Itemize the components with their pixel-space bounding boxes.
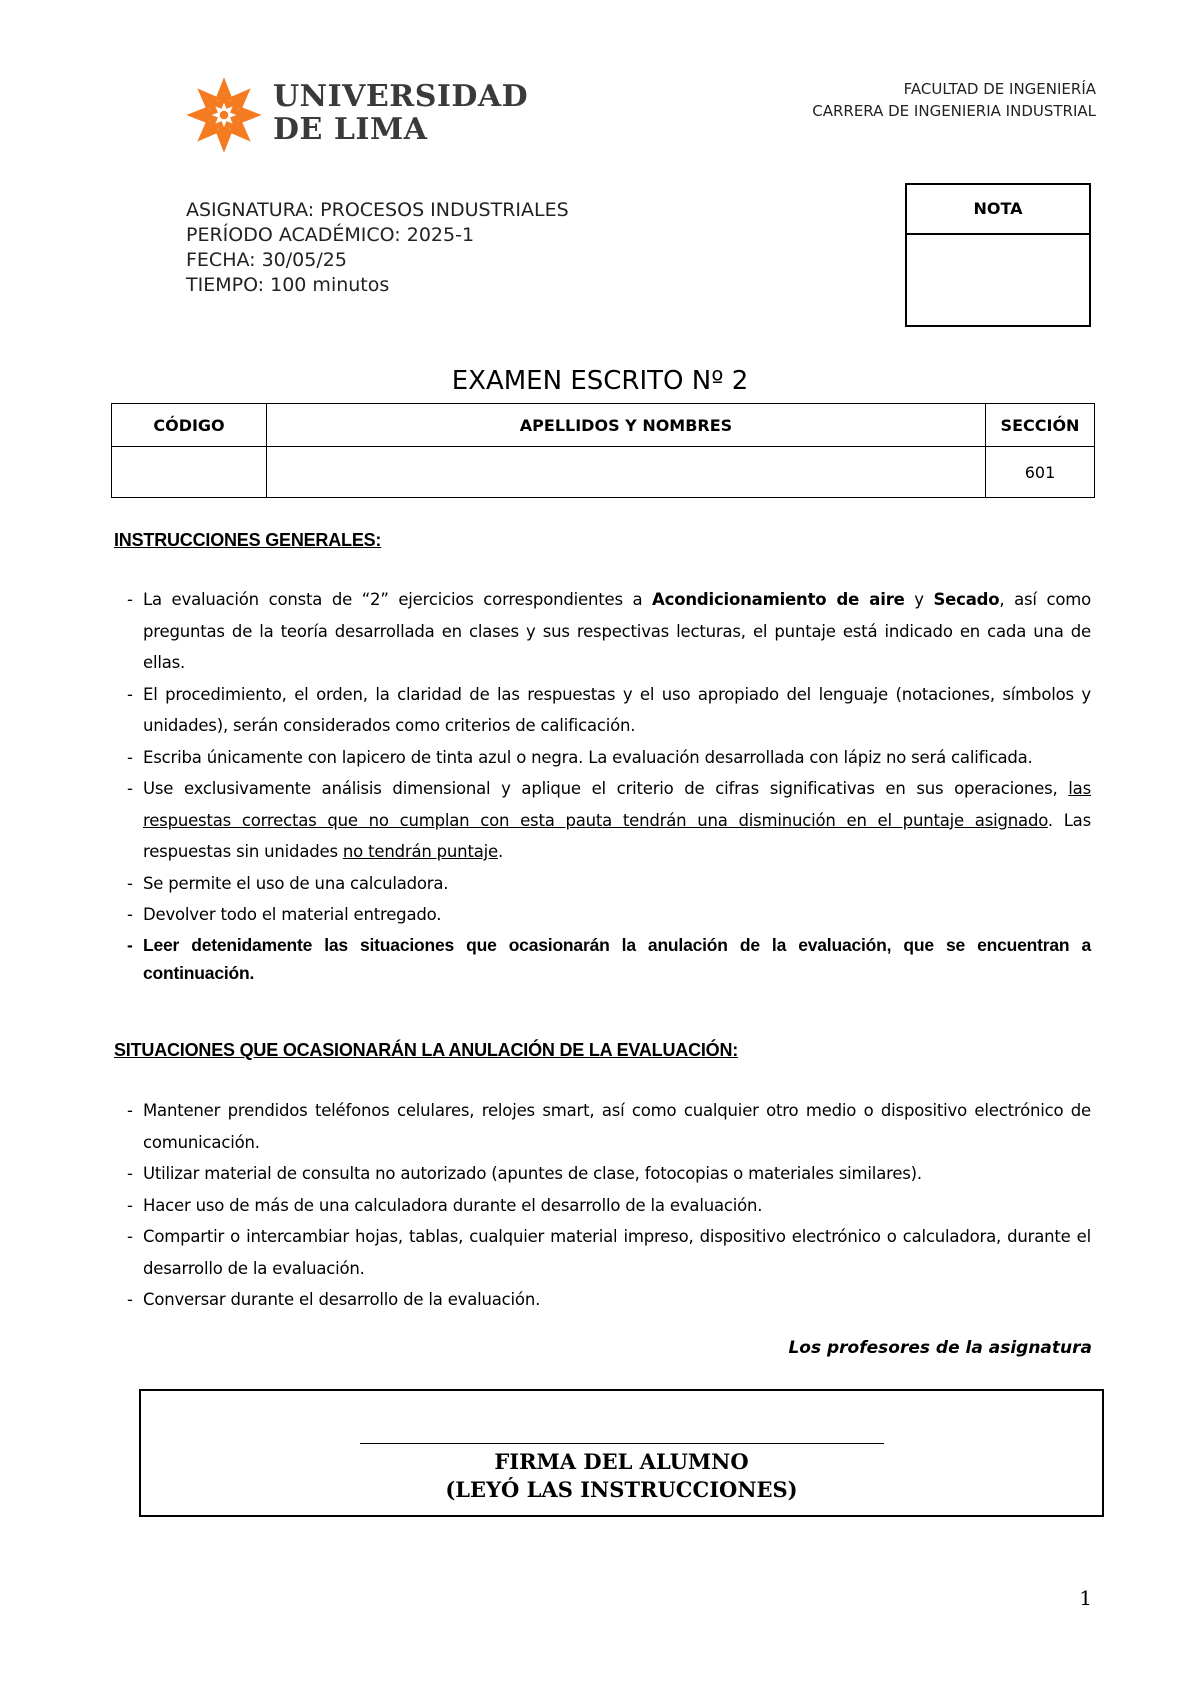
header-section: SECCIÓN: [986, 404, 1095, 447]
list-item: - El procedimiento, el orden, la claridad de las respuestas y el uso apropiado del lenguaje (notaciones, símbolos y unidades), serán considerados como criterios de calificación.: [127, 679, 1091, 742]
logo-line-1: UNIVERSIDAD: [273, 79, 529, 114]
item-text: La evaluación consta de “2” ejercicios correspondientes a: [143, 590, 653, 609]
item-text: Use exclusivamente análisis dimensional y aplique el criterio de cifras significativas en sus operaciones,: [143, 779, 1069, 798]
list-item: - Mantener prendidos teléfonos celulares, relojes smart, así como cualquier otro medio o dispositivo electrónico de comunicación.: [127, 1095, 1091, 1158]
signature-line-1: FIRMA DEL ALUMNO: [494, 1449, 749, 1474]
table-header-row: [112, 404, 1095, 447]
header-code: CÓDIGO: [112, 404, 267, 447]
signature-line-2: (LEYÓ LAS INSTRUCCIONES): [445, 1477, 798, 1502]
logo-wordmark: [273, 80, 528, 146]
date-line: FECHA: 30/05/25: [186, 249, 347, 271]
grade-label: NOTA: [907, 185, 1089, 235]
signature-line[interactable]: [360, 1443, 884, 1444]
code-field[interactable]: [112, 447, 267, 498]
list-item: - Se permite el uso de una calculadora.: [127, 868, 1091, 900]
list-item: - Compartir o intercambiar hojas, tablas, cualquier material impreso, dispositivo electrónico o calculadora, durante el desarrollo de la evaluación.: [127, 1221, 1091, 1284]
faculty-header: [812, 78, 1096, 122]
table-row: [112, 447, 1095, 498]
list-item: - Escriba únicamente con lapicero de tinta azul o negra. La evaluación desarrollada con lápiz no será calificada.: [127, 742, 1091, 774]
item-text: . Las respuestas sin unidades: [143, 810, 1091, 861]
annulment-title: SITUACIONES QUE OCASIONARÁN LA ANULACIÓN DE LA EVALUACIÓN:: [114, 1040, 739, 1060]
student-info-table: [111, 403, 1095, 498]
list-item: - Utilizar material de consulta no autorizado (apuntes de clase, fotocopias o materiales similares).: [127, 1158, 1091, 1190]
item-bold-text: Secado: [933, 590, 1000, 609]
item-text: y: [904, 590, 934, 609]
section-value: 601: [986, 447, 1095, 498]
list-item: [127, 773, 1091, 868]
name-field[interactable]: [267, 447, 986, 498]
list-item: - Hacer uso de más de una calculadora durante el desarrollo de la evaluación.: [127, 1190, 1091, 1222]
list-item: [127, 584, 1091, 679]
logo-line-2: DE LIMA: [273, 112, 428, 147]
annulment-list: [127, 1095, 1091, 1316]
star-flower-logo-icon: [183, 74, 265, 156]
signoff: Los profesores de la asignatura: [788, 1338, 1092, 1358]
period-line: PERÍODO ACADÉMICO: 2025-1: [186, 224, 475, 246]
career-name: CARRERA DE INGENIERIA INDUSTRIAL: [812, 102, 1096, 120]
general-instructions-list: [127, 584, 1091, 987]
subject-line: ASIGNATURA: PROCESOS INDUSTRIALES: [186, 199, 569, 221]
grade-box: [905, 183, 1091, 327]
header-name: APELLIDOS Y NOMBRES: [267, 404, 986, 447]
signature-box: [139, 1389, 1104, 1517]
signature-label: [141, 1448, 1102, 1504]
item-text: , así como preguntas de la teoría desarrollada en clases y sus respectivas lecturas, el puntaje está indicado en cada una de ellas.: [143, 590, 1091, 672]
grade-value-field[interactable]: [907, 235, 1089, 325]
list-item: - Devolver todo el material entregado.: [127, 899, 1091, 931]
exam-title: EXAMEN ESCRITO Nº 2: [451, 366, 749, 396]
page-number: 1: [1079, 1586, 1092, 1610]
item-text: .: [497, 842, 504, 861]
list-item: - Conversar durante el desarrollo de la evaluación.: [127, 1284, 1091, 1316]
time-line: TIEMPO: 100 minutos: [186, 274, 390, 296]
course-info: [186, 198, 569, 298]
item-underlined-text: las respuestas correctas que no cumplan con esta pauta tendrán una disminución en el puntaje asignado: [143, 779, 1091, 830]
item-underlined-text: no tendrán puntaje: [342, 842, 498, 861]
faculty-name: FACULTAD DE INGENIERÍA: [903, 80, 1096, 98]
item-bold-text: Acondicionamiento de aire: [652, 590, 905, 609]
general-instructions-title: INSTRUCCIONES GENERALES:: [114, 530, 382, 550]
list-item: - Leer detenidamente las situaciones que ocasionarán la anulación de la evaluación, que se encuentran a continuación.: [127, 931, 1091, 987]
university-logo: [183, 74, 529, 154]
